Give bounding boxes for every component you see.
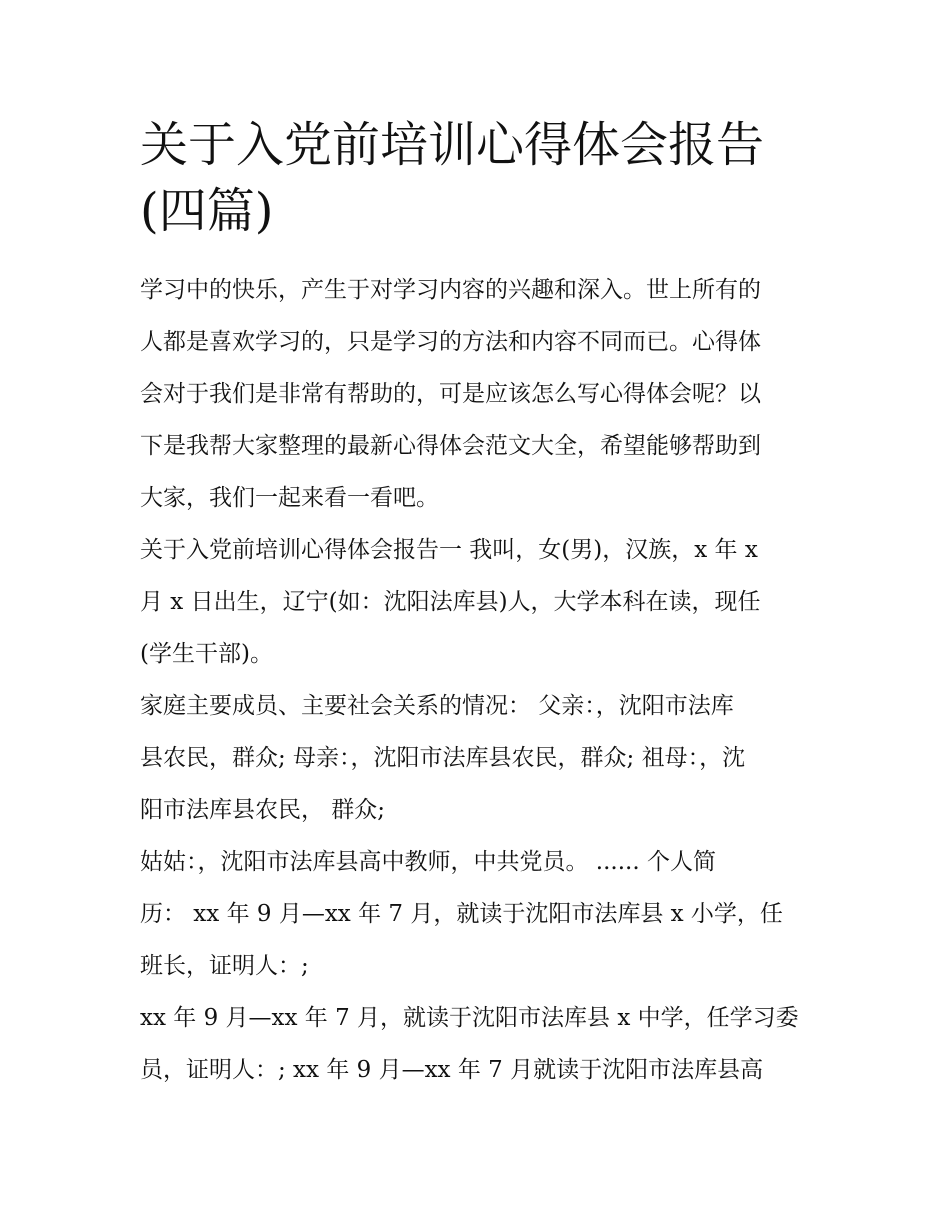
- text-line: 阳市法库县农民， 群众;: [140, 797, 386, 823]
- text-line: 关于入党前培训心得体会报告一 我叫，女(男)，汉族，x 年 x: [140, 537, 758, 563]
- text-line: 学习中的快乐，产生于对学习内容的兴趣和深入。世上所有的: [140, 277, 761, 303]
- text-line: 家庭主要成员、主要社会关系的情况： 父亲：，沈阳市法库: [140, 693, 734, 719]
- intro-paragraph: [140, 264, 816, 524]
- family-members-paragraph: [140, 680, 816, 836]
- text-line: 历： xx 年 9 月—xx 年 7 月，就读于沈阳市法库县 x 小学，任: [140, 901, 783, 927]
- text-line: (学生干部)。: [140, 641, 273, 667]
- text-line: 会对于我们是非常有帮助的，可是应该怎么写心得体会呢？以: [140, 381, 761, 407]
- text-line: 县农民，群众; 母亲：，沈阳市法库县农民，群众; 祖母：，沈: [140, 745, 746, 771]
- text-line: 姑姑：，沈阳市法库县高中教师，中共党员。 ...... 个人简: [140, 849, 716, 875]
- self-introduction-paragraph: [140, 524, 816, 680]
- text-line: 大家，我们一起来看一看吧。: [140, 485, 439, 511]
- page-title: [140, 112, 816, 244]
- resume-paragraph: [140, 836, 816, 992]
- text-line: 月 x 日出生，辽宁(如：沈阳法库县)人，大学本科在读，现任: [140, 589, 761, 615]
- document-content: [140, 112, 816, 1096]
- title-line: 关于入党前培训心得体会报告: [140, 117, 765, 173]
- text-line: 人都是喜欢学习的，只是学习的方法和内容不同而已。心得体: [140, 329, 761, 355]
- text-line: 员，证明人：; xx 年 9 月—xx 年 7 月就读于沈阳市法库县高: [140, 1057, 764, 1083]
- education-paragraph: [140, 992, 816, 1096]
- document-body: [140, 264, 816, 1096]
- text-line: 下是我帮大家整理的最新心得体会范文大全，希望能够帮助到: [140, 433, 761, 459]
- text-line: 班长，证明人：;: [140, 953, 309, 979]
- title-line: (四篇): [140, 183, 274, 239]
- text-line: xx 年 9 月—xx 年 7 月，就读于沈阳市法库县 x 中学，任学习委: [140, 1005, 799, 1031]
